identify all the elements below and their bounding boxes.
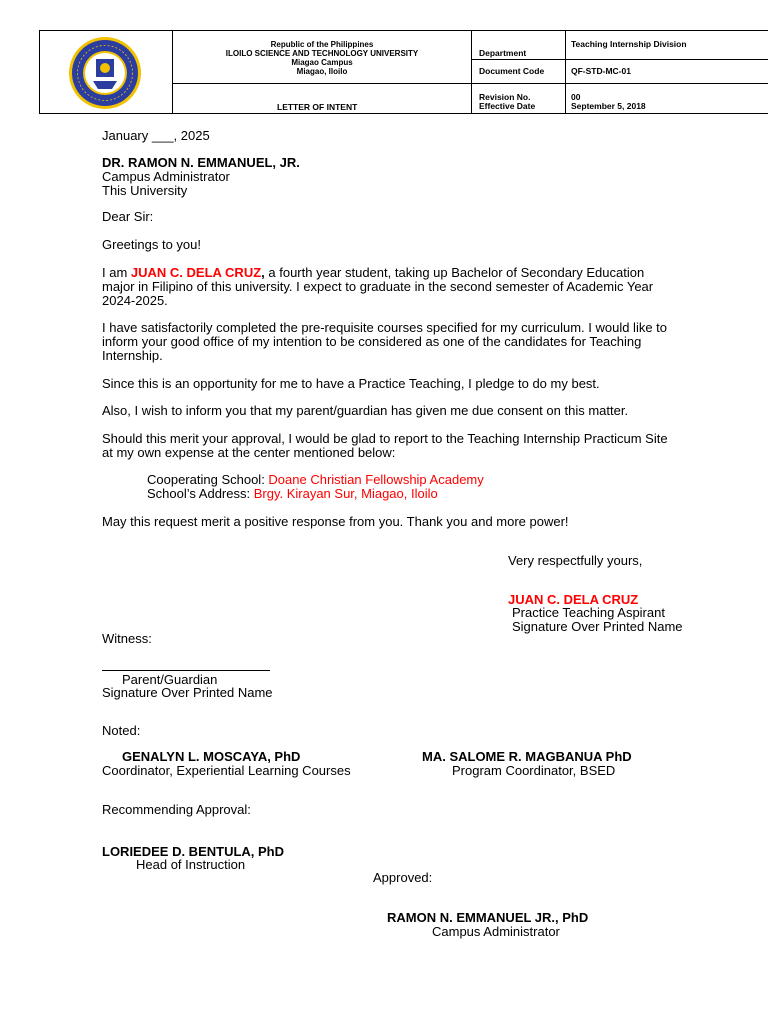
paragraph-courses-line: inform your good office of my intention to be considered as one of the candidates for Teaching <box>102 334 642 349</box>
school-address-value: Brgy. Kirayan Sur, Miagao, Iloilo <box>253 486 438 501</box>
greeting: Greetings to you! <box>102 237 201 252</box>
noted-signatory-2-name: MA. SALOME R. MAGBANUA PhD <box>422 749 632 764</box>
cooperating-school-value: Doane Christian Fellowship Academy <box>268 472 484 487</box>
revision-label: Revision No. <box>479 92 531 102</box>
noted-signatory-1-name: GENALYN L. MOSCAYA, PhD <box>122 749 301 764</box>
institution-block <box>173 40 471 76</box>
effective-date-label: Effective Date <box>479 101 536 111</box>
noted-label: Noted: <box>102 723 141 738</box>
department-label: Department <box>479 48 527 58</box>
witness-caption: Signature Over Printed Name <box>102 685 273 700</box>
noted-signatory-2-title: Program Coordinator, BSED <box>452 763 616 778</box>
closing-request: May this request merit a positive response from you. Thank you and more power! <box>102 514 569 529</box>
witness-label: Witness: <box>102 631 152 646</box>
institution-line: Miagao, Iloilo <box>296 67 348 76</box>
institution-name: ILOILO SCIENCE AND TECHNOLOGY UNIVERSITY <box>225 49 419 58</box>
approver-title: Campus Administrator <box>432 924 560 939</box>
institution-line: Miagao Campus <box>291 58 353 67</box>
witness-signature-line <box>102 670 270 671</box>
recommending-label: Recommending Approval: <box>102 802 251 817</box>
paragraph-pledge: Since this is an opportunity for me to have a Practice Teaching, I pledge to do my best. <box>102 376 600 391</box>
document-title: LETTER OF INTENT <box>277 102 358 112</box>
paragraph-approval-line: Should this merit your approval, I would be glad to report to the Teaching Internship Practicum Site <box>102 431 668 446</box>
document-header-table <box>39 30 768 114</box>
intro-rest: a fourth year student, taking up Bachelor of Secondary Education <box>264 265 645 280</box>
letter-date: January ___, 2025 <box>102 128 210 143</box>
paragraph-intro-line: 2024-2025. <box>102 293 168 308</box>
witness-role: Parent/Guardian <box>122 672 218 687</box>
university-seal-icon <box>60 35 150 111</box>
student-name: JUAN C. DELA CRUZ <box>130 265 262 280</box>
institution-line: Republic of the Philippines <box>270 40 374 49</box>
paragraph-courses-line: Internship. <box>102 348 163 363</box>
intro-comma: , <box>261 265 265 280</box>
salutation: Dear Sir: <box>102 209 154 224</box>
paragraph-intro-line: major in Filipino of this university. I expect to graduate in the second semester of Academic Year <box>102 279 654 294</box>
complimentary-close: Very respectfully yours, <box>508 553 643 568</box>
cooperating-school-line <box>147 473 484 487</box>
recipient-name: DR. RAMON N. EMMANUEL, JR. <box>102 155 300 170</box>
intro-prefix: I am <box>102 265 131 280</box>
paragraph-consent: Also, I wish to inform you that my parent/guardian has given me due consent on this matter. <box>102 403 629 418</box>
recipient-title: Campus Administrator <box>102 169 230 184</box>
doc-code-value: QF-STD-MC-01 <box>571 66 631 76</box>
noted-signatory-1-title: Coordinator, Experiential Learning Courses <box>102 763 351 778</box>
signer-role: Practice Teaching Aspirant <box>512 605 665 620</box>
school-address-label: School’s Address: <box>147 486 254 501</box>
department-value: Teaching Internship Division <box>571 39 687 49</box>
revision-value: 00 <box>571 92 581 102</box>
signer-caption: Signature Over Printed Name <box>512 619 683 634</box>
recipient-org: This University <box>102 183 188 198</box>
signer-name: JUAN C. DELA CRUZ <box>508 592 639 607</box>
doc-code-label: Document Code <box>479 66 545 76</box>
paragraph-approval-line: at my own expense at the center mentioned below: <box>102 445 396 460</box>
paragraph-courses-line: I have satisfactorily completed the pre-requisite courses specified for my curriculum. I would like to <box>102 320 668 335</box>
approver-name: RAMON N. EMMANUEL JR., PhD <box>387 910 589 925</box>
recommending-name: LORIEDEE D. BENTULA, PhD <box>102 844 285 859</box>
cooperating-school-label: Cooperating School: <box>147 472 269 487</box>
school-address-line <box>147 487 438 501</box>
approved-label: Approved: <box>373 870 433 885</box>
effective-date-value: September 5, 2018 <box>571 101 646 111</box>
recommending-title: Head of Instruction <box>136 857 246 872</box>
paragraph-intro-line <box>102 266 644 280</box>
